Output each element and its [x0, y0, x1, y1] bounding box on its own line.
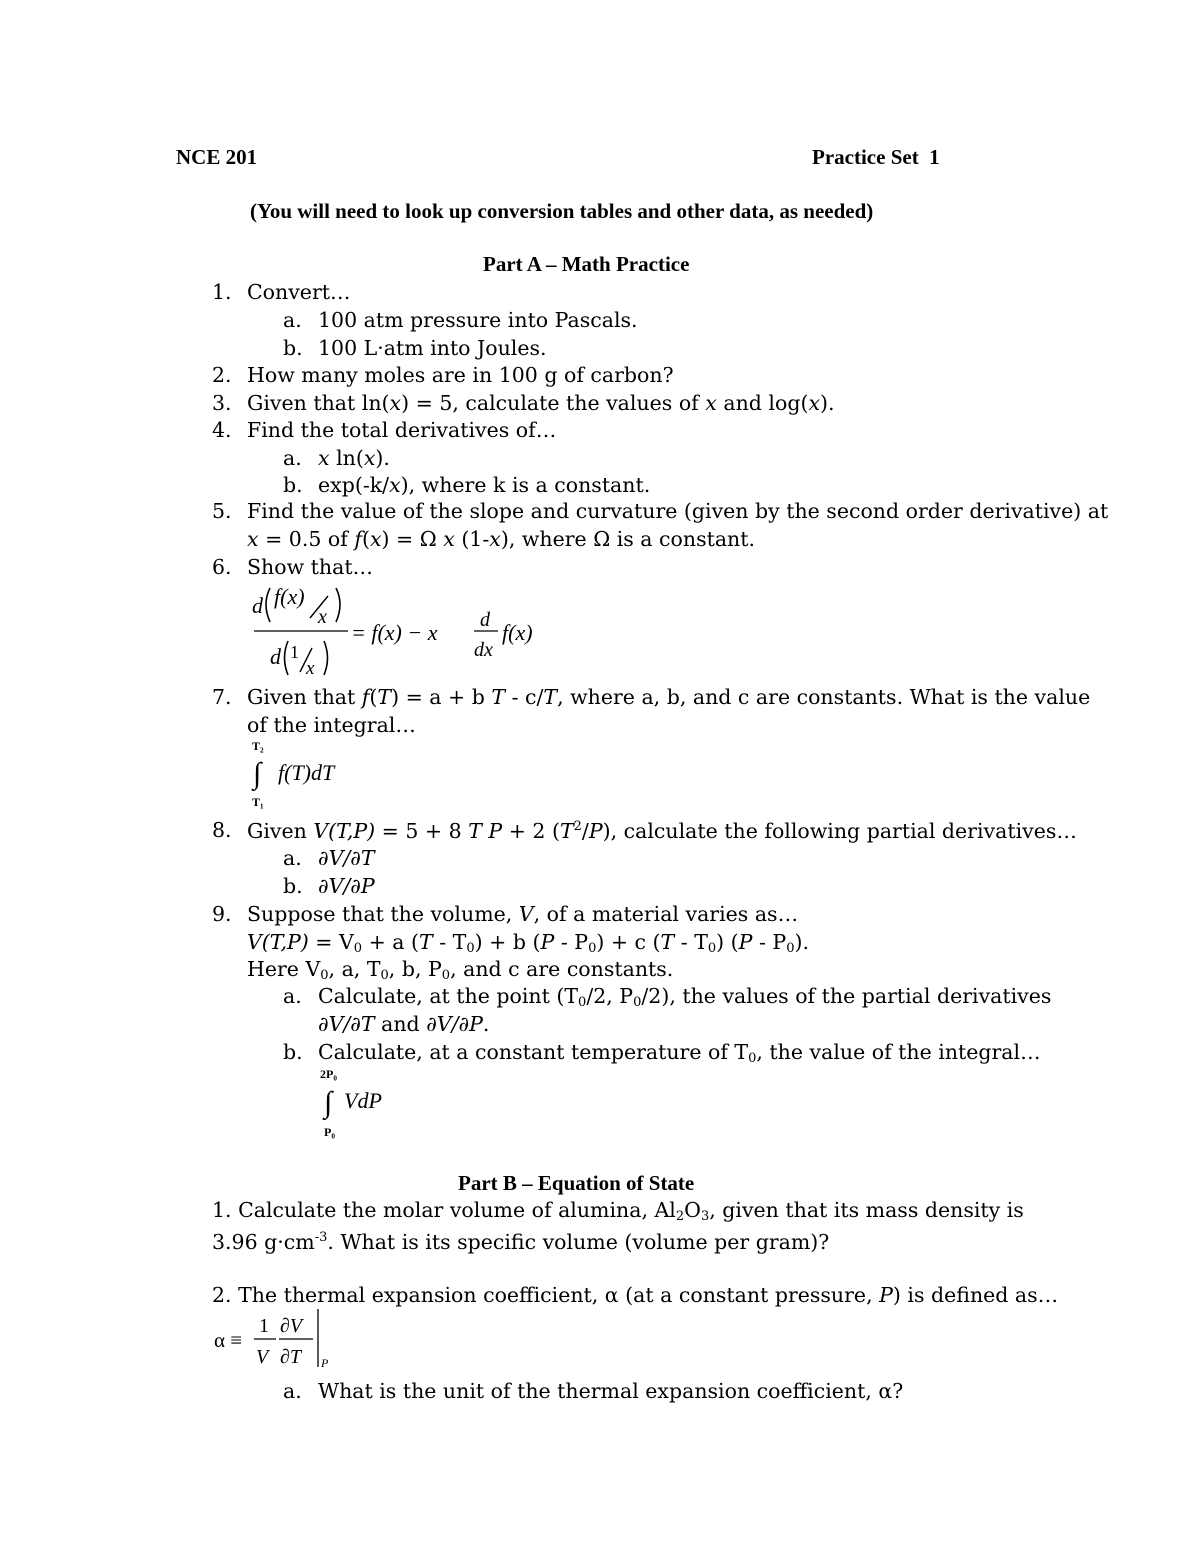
q2-number: 2. — [212, 363, 232, 387]
q7-line2: of the integral… — [247, 713, 416, 737]
document-title: Practice Set 1 — [812, 145, 940, 169]
q1-number: 1. — [212, 280, 232, 304]
q6-number: 6. — [212, 555, 232, 579]
q9-line1: Suppose that the volume, V, of a material varies as… — [247, 902, 799, 926]
svg-text:d: d — [252, 593, 263, 618]
q9a-line1: Calculate, at the point ($T_0/2$, $P_0/2$), the values of the partial derivatives — [318, 984, 1052, 1010]
course-code: NCE 201 — [176, 145, 258, 169]
q5-line1: Find the value of the slope and curvature (given by the second order derivative) at — [247, 499, 1109, 523]
b-q1-line2: 3.96 $g\cdot cm^{-3}$. What is its specific volume (volume per gram)? — [212, 1230, 830, 1254]
svg-text:2P₀: 2P₀ — [320, 1067, 337, 1081]
q3-text: Given that ln(x) = 5, calculate the values of x and log(x). — [247, 391, 835, 415]
svg-text:∂T: ∂T — [280, 1346, 302, 1368]
svg-text:T₁: T₁ — [252, 795, 264, 809]
q9b-text: Calculate, at a constant temperature of $T_0$, the value of the integral… — [318, 1040, 1041, 1066]
q4b-label: b. — [283, 473, 303, 497]
svg-text:1: 1 — [290, 642, 299, 662]
b-q1-line1: 1. Calculate the molar volume of alumina, $Al_2O_3$, given that its mass density is — [212, 1198, 1024, 1224]
svg-text:dx: dx — [474, 639, 493, 661]
q8b-label: b. — [283, 874, 303, 898]
svg-text:V: V — [256, 1346, 269, 1368]
q8-text: Given V(T,P) = 5 + 8 T P + 2 $(T^2/P)$, calculate the following partial derivatives… — [247, 819, 1077, 843]
instruction-note: (You will need to look up conversion tables and other data, as needed) — [250, 199, 874, 223]
b-q2a-label: a. — [283, 1379, 302, 1403]
b-q2-equation — [212, 1305, 352, 1375]
q9b-label: b. — [283, 1040, 303, 1064]
q9a-line2: ∂V/∂T and ∂V/∂P. — [318, 1012, 490, 1036]
q4a-label: a. — [283, 446, 302, 470]
b-q2a-text: What is the unit of the thermal expansion coefficient, α? — [318, 1379, 904, 1403]
svg-text:f(T)dT: f(T)dT — [278, 760, 335, 785]
integral-sign: ∫ — [324, 1086, 333, 1119]
svg-text:f(x): f(x) — [502, 620, 533, 645]
q9-equation: $V(T,P) = V_0 + a$ $(T - T_0) + b$ $(P - P_0) + c$ $(T - T_0)$ $(P - P_0)$. — [247, 930, 810, 956]
q8a-text: ∂V/∂T — [318, 846, 375, 870]
q6-equation — [248, 578, 538, 683]
part-b-heading: Part B – Equation of State — [458, 1171, 695, 1195]
q4-text: Find the total derivatives of… — [247, 418, 557, 442]
q9-number: 9. — [212, 902, 232, 926]
svg-text:α ≡: α ≡ — [214, 1328, 243, 1352]
q1a-text: 100 atm pressure into Pascals. — [318, 308, 638, 332]
q1b-label: b. — [283, 336, 303, 360]
q2-text: How many moles are in 100 g of carbon? — [247, 363, 674, 387]
svg-text:f(x): f(x) — [274, 584, 305, 609]
svg-text:x: x — [318, 606, 327, 628]
svg-text:VdP: VdP — [344, 1088, 382, 1113]
q9-constants: Here $V_0$, a, $T_0$, b, $P_0$, and c are constants. — [247, 957, 674, 983]
q9b-integral — [318, 1064, 418, 1140]
q8a-label: a. — [283, 846, 302, 870]
q7-number: 7. — [212, 685, 232, 709]
integral-sign: ∫ — [253, 757, 262, 790]
svg-text:∂V: ∂V — [280, 1315, 303, 1337]
svg-text:P: P — [321, 1356, 329, 1370]
svg-text:d: d — [480, 609, 490, 631]
q4b-text: exp(-k/x), where k is a constant. — [318, 473, 651, 497]
svg-text:T₂: T₂ — [252, 739, 264, 753]
q1b-text: 100 L·atm into Joules. — [318, 336, 547, 360]
b-q2-line1: 2. The thermal expansion coefficient, α (at a constant pressure, P) is defined as… — [212, 1283, 1059, 1307]
q4-number: 4. — [212, 418, 232, 442]
q8b-text: ∂V/∂P — [318, 874, 375, 898]
q6-text: Show that… — [247, 555, 374, 579]
q1-text: Convert… — [247, 280, 351, 304]
q5-line2: x = 0.5 of f(x) = Ω x (1-x), where Ω is a constant. — [247, 527, 756, 551]
svg-text:d: d — [270, 644, 281, 669]
part-a-heading: Part A – Math Practice — [483, 252, 690, 276]
q4a-text: x ln(x). — [318, 446, 390, 470]
q3-number: 3. — [212, 391, 232, 415]
q5-number: 5. — [212, 499, 232, 523]
q1a-label: a. — [283, 308, 302, 332]
svg-text:= f(x) − x: = f(x) − x — [351, 620, 438, 645]
q9a-label: a. — [283, 984, 302, 1008]
svg-text:1: 1 — [259, 1315, 269, 1337]
q8-number: 8. — [212, 818, 232, 842]
q7-integral — [248, 737, 368, 809]
svg-text:P₀: P₀ — [324, 1125, 335, 1139]
svg-text:x: x — [306, 658, 315, 679]
q7-line1: Given that f(T) = a + b T - c/T, where a, b, and c are constants. What is the value — [247, 685, 1091, 709]
